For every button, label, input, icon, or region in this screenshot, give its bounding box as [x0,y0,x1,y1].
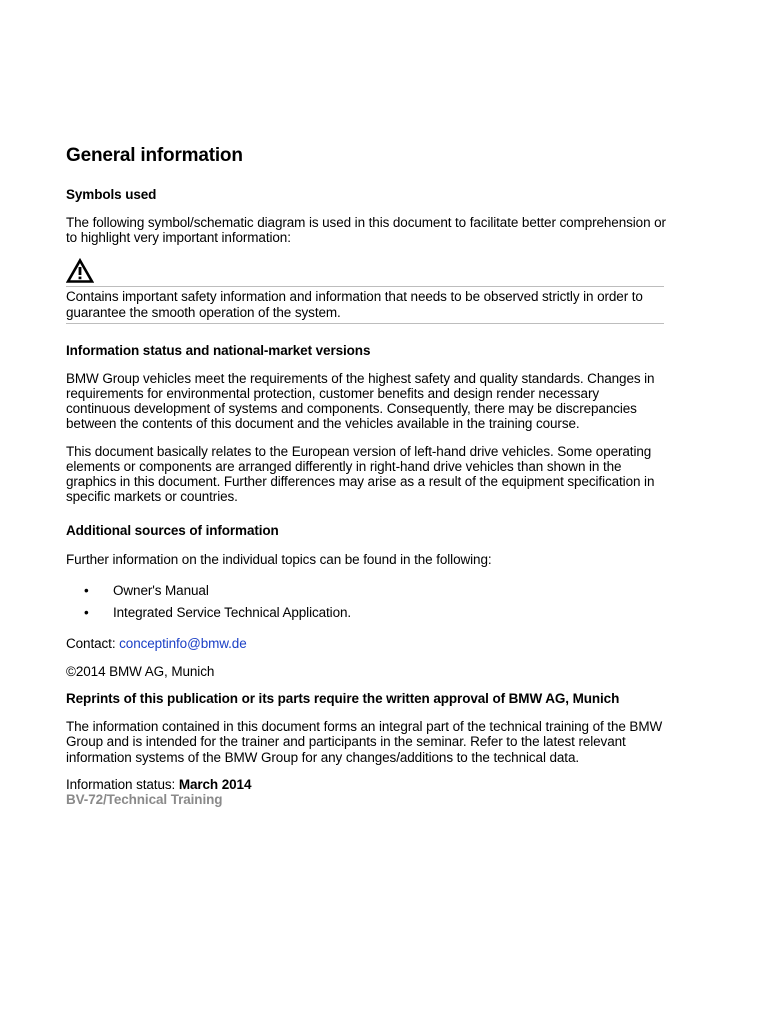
info-paragraph: The information contained in this document forms an integral part of the technical training of the BMW Group and is intended for the trainer and participants in the seminar. Refer to the latest relevant information systems of the BMW Group for any changes/additions to the technical data. [66,719,663,765]
sources-list [66,583,666,627]
warning-description: Contains important safety information and information that needs to be observed strictly in order to guarantee the smooth operation of the system. [66,289,643,320]
status-heading: Information status and national-market versions [66,342,371,358]
department-label: BV-72/Technical Training [66,792,223,808]
info-status-label: Information status: [66,776,179,792]
symbols-intro: The following symbol/schematic diagram is used in this document to facilitate better comprehension or to highlight very important information: [66,215,666,246]
warning-triangle-icon [66,258,94,284]
bullet: • [84,604,89,620]
sources-heading: Additional sources of information [66,523,279,539]
list-item-text: Integrated Service Technical Application. [113,604,352,620]
list-item [66,605,666,627]
symbols-heading: Symbols used [66,187,157,202]
copyright: ©2014 BMW AG, Munich [66,663,215,679]
info-status-line [66,777,666,792]
info-status-value: March 2014 [178,776,252,792]
contact-label: Contact: [66,635,120,651]
bullet: • [84,582,89,598]
contact-line [66,636,666,651]
content-column [66,144,666,807]
sources-intro: Further information on the individual topics can be found in the following: [66,552,492,568]
list-item [66,583,666,605]
warning-bottom-divider [66,323,664,324]
warning-symbol-row [66,258,666,286]
page-title: General information [66,145,243,166]
status-paragraph-2: This document basically relates to the European version of left-hand drive vehicles. Some operating elements or components are arranged differently in right-hand drive vehicles than shown in the graphics in this document. Further differences may arise as a result of the equipment specification in specific markets or countries. [66,443,655,505]
list-item-text: Owner's Manual [113,582,209,598]
status-paragraph-1: BMW Group vehicles meet the requirements of the highest safety and quality standards. Changes in requirements for environmental protection, customer benefits and design render necessary continuous development of systems and components. Consequently, there may be discrepancies between the contents of this document and the vehicles available in the training course. [66,370,655,432]
contact-email-link[interactable]: conceptinfo@bmw.de [119,635,247,651]
reprint-notice: Reprints of this publication or its parts require the written approval of BMW AG, Munich [66,691,620,707]
